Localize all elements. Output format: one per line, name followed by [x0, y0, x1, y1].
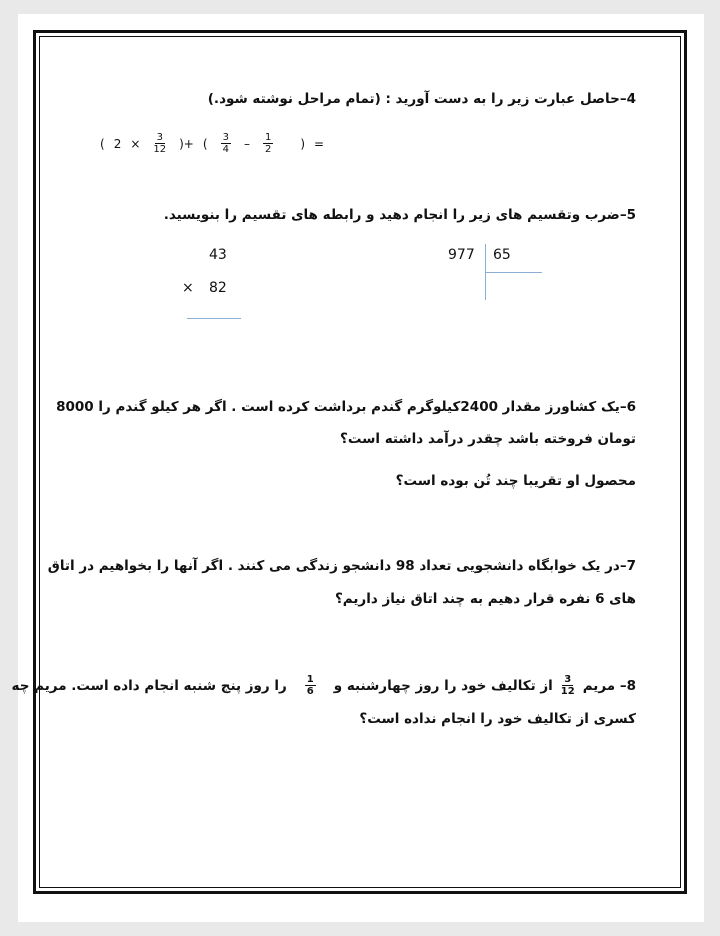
fraction: $\frac{3}{4}$: [222, 132, 229, 155]
divisor: 65: [493, 247, 511, 263]
paren: (: [202, 136, 208, 151]
fraction: $\frac{3}{12}$: [153, 132, 167, 155]
paren: ): [300, 136, 305, 151]
fraction: $\frac{1}{6}$: [306, 674, 314, 697]
mult-line: [187, 318, 241, 319]
q8-line2: کسری از تکالیف خود را انجام نداده است؟: [359, 711, 636, 727]
division-horizontal-line: [485, 272, 542, 273]
q4-expression: [100, 132, 324, 155]
paren: (: [100, 136, 105, 151]
paren-plus: )+: [179, 136, 194, 151]
q8-suffix: را روز پنج شنبه انجام داده است. مریم چه: [11, 677, 287, 694]
fraction: $\frac{1}{2}$: [264, 132, 272, 155]
times-sign: ×: [130, 136, 141, 151]
mult-bottom: 82: [209, 280, 227, 296]
q6-line3: محصول او تقریبا چند تُن بوده است؟: [395, 473, 636, 489]
q8-line1: [12, 674, 636, 697]
q8-prefix: 8– مریم: [582, 677, 636, 694]
dividend: 977: [448, 247, 475, 263]
q5-title: 5–ضرب وتقسیم های زیر را انجام دهید و رابطه های تقسیم را بنویسید.: [163, 207, 636, 223]
q7-line2: های 6 نفره قرار دهیم به چند اتاق نیاز داریم؟: [334, 591, 636, 607]
mult-top: 43: [209, 247, 227, 263]
minus-sign: –: [243, 136, 250, 151]
q4-title: 4–حاصل عبارت زیر را به دست آورید : (تمام مراحل نوشته شود.): [207, 91, 636, 107]
q6-line1: 6–یک کشاورز مقدار 2400کیلوگرم گندم برداشت کرده است . اگر هر کیلو گندم را 8000: [56, 399, 636, 415]
page-border-inner: [39, 36, 681, 888]
number: 2: [113, 136, 122, 151]
q6-line2: تومان فروخته باشد چقدر درآمد داشته است؟: [339, 431, 636, 447]
mult-sign: ×: [182, 280, 194, 296]
q8-mid: از تکالیف خود را روز چهارشنبه و: [333, 677, 553, 694]
q7-line1: 7–در یک خوابگاه دانشجویی تعداد 98 دانشجو زندگی می کنند . اگر آنها را بخواهیم در اتاق: [47, 558, 636, 574]
equals-sign: =: [314, 136, 325, 151]
fraction: $\frac{3}{12}$: [560, 674, 575, 697]
